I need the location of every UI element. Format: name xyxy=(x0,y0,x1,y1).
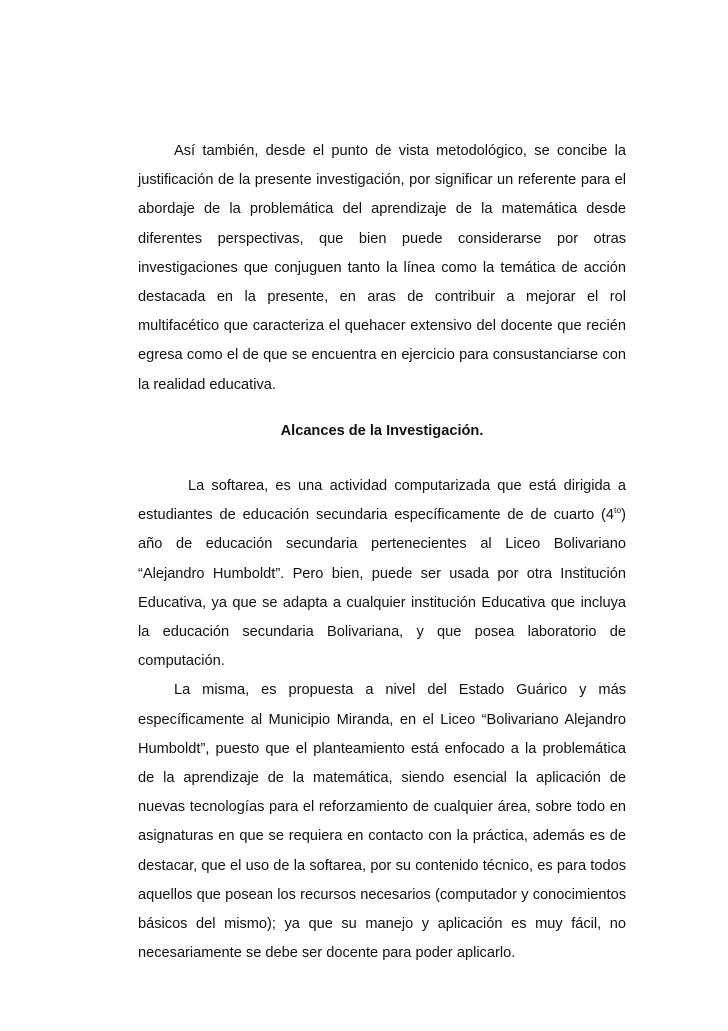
paragraph-text-start: La softarea, es una actividad computarizada que está dirigida a estudiantes de educación secundaria específicamente de de cuarto (4 xyxy=(138,478,626,524)
ordinal-superscript: to xyxy=(614,505,622,516)
paragraph-methodological-justification: Así también, desde el punto de vista metodológico, se concibe la justificación de la presente investigación, por significar un referente para el abordaje de la problemática del aprendizaje de la matemática desde diferentes perspectivas, que bien puede considerarse por otras investigaciones que conjuguen tanto la línea como la temática de acción destacada en la presente, en aras de contribuir a mejorar el rol multifacético que caracteriza el quehacer extensivo del docente que recién egresa como el de que se encuentra en ejercicio para consustanciarse con la realidad educativa. xyxy=(138,143,626,393)
paragraph-scope-location: La misma, es propuesta a nivel del Estado Guárico y más específicamente al Municipio Miranda, en el Liceo “Bolivariano Alejandro Humboldt”, puesto que el planteamiento está enfocado a la problemática de la aprendizaje de la matemática, siendo esencial la aplicación de nuevas tecnologías para el reforzamiento de cualquier área, sobre todo en asignaturas en que se requiera en contacto con la práctica, además es de destacar, que el uso de la softarea, por su contenido técnico, es para todos aquellos que posean los recursos necesarios (computador y conocimientos básicos del mismo); ya que su manejo y aplicación es muy fácil, no necesariamente se debe ser docente para poder aplicarlo. xyxy=(138,682,626,962)
paragraph-text-end: ) año de educación secundaria pertenecientes al Liceo Bolivariano “Alejandro Humboldt”. Pero bien, puede ser usada por otra Institución Educativa, ya que se adapta a cualquier institución Educativa que incluya la educación secundaria Bolivariana, y que posea laboratorio de computación. xyxy=(138,507,626,670)
section-heading-scope: Alcances de la Investigación. xyxy=(280,422,484,439)
document-page xyxy=(138,137,626,968)
spacer xyxy=(138,446,626,472)
spacer xyxy=(138,400,626,417)
paragraph-softarea-description xyxy=(138,472,626,676)
